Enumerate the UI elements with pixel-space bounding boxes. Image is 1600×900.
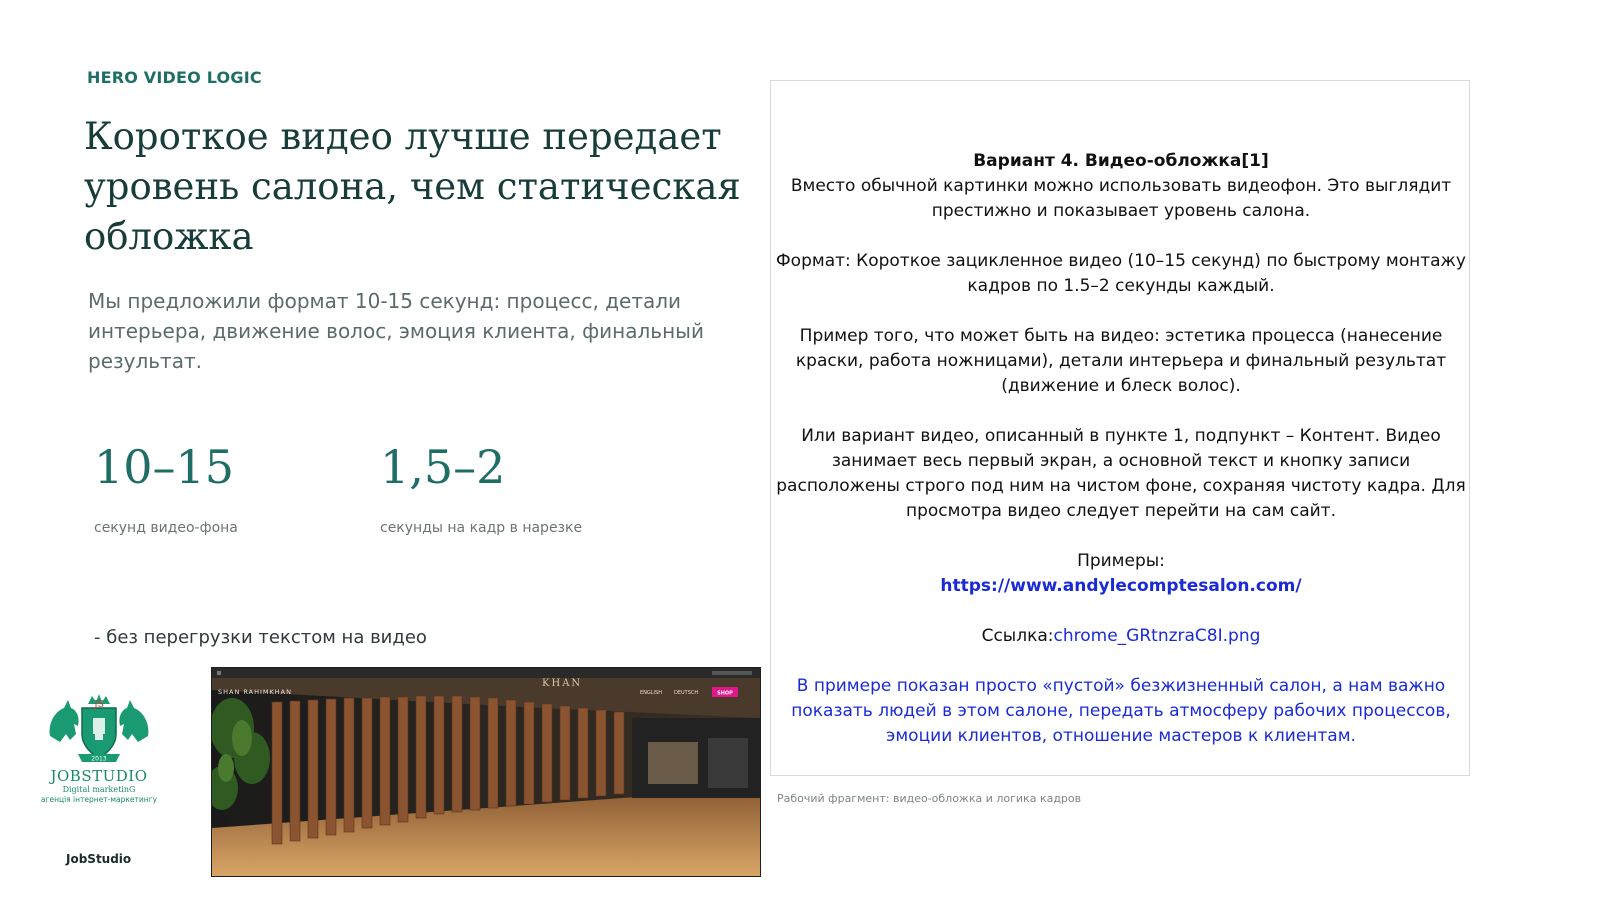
card-format: Формат: Короткое зацикленное видео (10–15 секунд) по быстрому монтажу кадров по 1.5–2 секунды каждый. bbox=[776, 251, 1466, 296]
logo-tagline: Digital marketinG bbox=[62, 785, 136, 794]
image-caption: Рабочий фрагмент: видео-обложка и логика кадров bbox=[777, 792, 1082, 805]
card-comment: В примере показан просто «пустой» безжизненный салон, а нам важно показать людей в этом салоне, передать атмосферу рабочих процессов, эмоции клиентов, отношение мастеров к клиентам. bbox=[791, 676, 1451, 746]
comment-card bbox=[770, 80, 1470, 776]
note-text: - без перегрузки текстом на видео bbox=[94, 627, 427, 648]
stat-value-duration: 10–15 bbox=[94, 440, 235, 494]
logo-name: JOBSTUDIO bbox=[50, 767, 148, 785]
svg-text:DEUTSCH: DEUTSCH bbox=[674, 690, 699, 696]
stat-label-frame: секунды на кадр в нарезке bbox=[380, 520, 583, 536]
jobstudio-logo bbox=[40, 690, 158, 810]
card-example: Пример того, что может быть на видео: эстетика процесса (нанесение краски, работа ножницами), детали интерьера и финальный результат (движение и блеск волос). bbox=[795, 326, 1447, 396]
card-title: Вариант 4. Видео-обложка[1] bbox=[973, 151, 1269, 171]
svg-text:2013: 2013 bbox=[91, 755, 107, 763]
logo-subtitle: агенція інтернет-маркетингу bbox=[40, 795, 158, 804]
svg-text:ENGLISH: ENGLISH bbox=[640, 690, 662, 696]
crest-icon bbox=[44, 690, 154, 768]
svg-text:KHAN: KHAN bbox=[542, 678, 583, 689]
subtitle-text: Мы предложили формат 10-15 секунд: процесс, детали интерьера, движение волос, эмоция клиента, финальный результат. bbox=[88, 289, 704, 373]
link-label: Ссылка: bbox=[981, 626, 1054, 646]
file-link[interactable]: chrome_GRtnzraC8I.png bbox=[1053, 626, 1261, 646]
page-title: Короткое видео лучше передает уровень салона, чем статическая обложка bbox=[84, 115, 741, 258]
brand-footer: JobStudio bbox=[66, 852, 132, 866]
svg-text:JS: JS bbox=[94, 700, 104, 710]
stat-value-frame: 1,5–2 bbox=[380, 440, 506, 494]
svg-text:SHAN RAHIMKHAN: SHAN RAHIMKHAN bbox=[218, 688, 292, 696]
examples-link[interactable]: https://www.andylecomptesalon.com/ bbox=[940, 576, 1302, 596]
svg-text:SHOP: SHOP bbox=[717, 690, 733, 697]
stat-label-duration: секунд видео-фона bbox=[94, 520, 238, 536]
card-intro: Вместо обычной картинки можно использовать видеофон. Это выглядит престижно и показывает уровень салона. bbox=[790, 176, 1452, 221]
card-alternative: Или вариант видео, описанный в пункте 1, подпункт – Контент. Видео занимает весь первый экран, а основной текст и кнопку записи расположены строго под ним на чистом фоне, сохраняя чистоту кадра. Для просмотра видео следует перейти на сам сайт. bbox=[776, 426, 1466, 521]
section-kicker: HERO VIDEO LOGIC bbox=[87, 68, 262, 87]
salon-screenshot bbox=[211, 667, 761, 877]
examples-label: Примеры: bbox=[1077, 551, 1165, 571]
